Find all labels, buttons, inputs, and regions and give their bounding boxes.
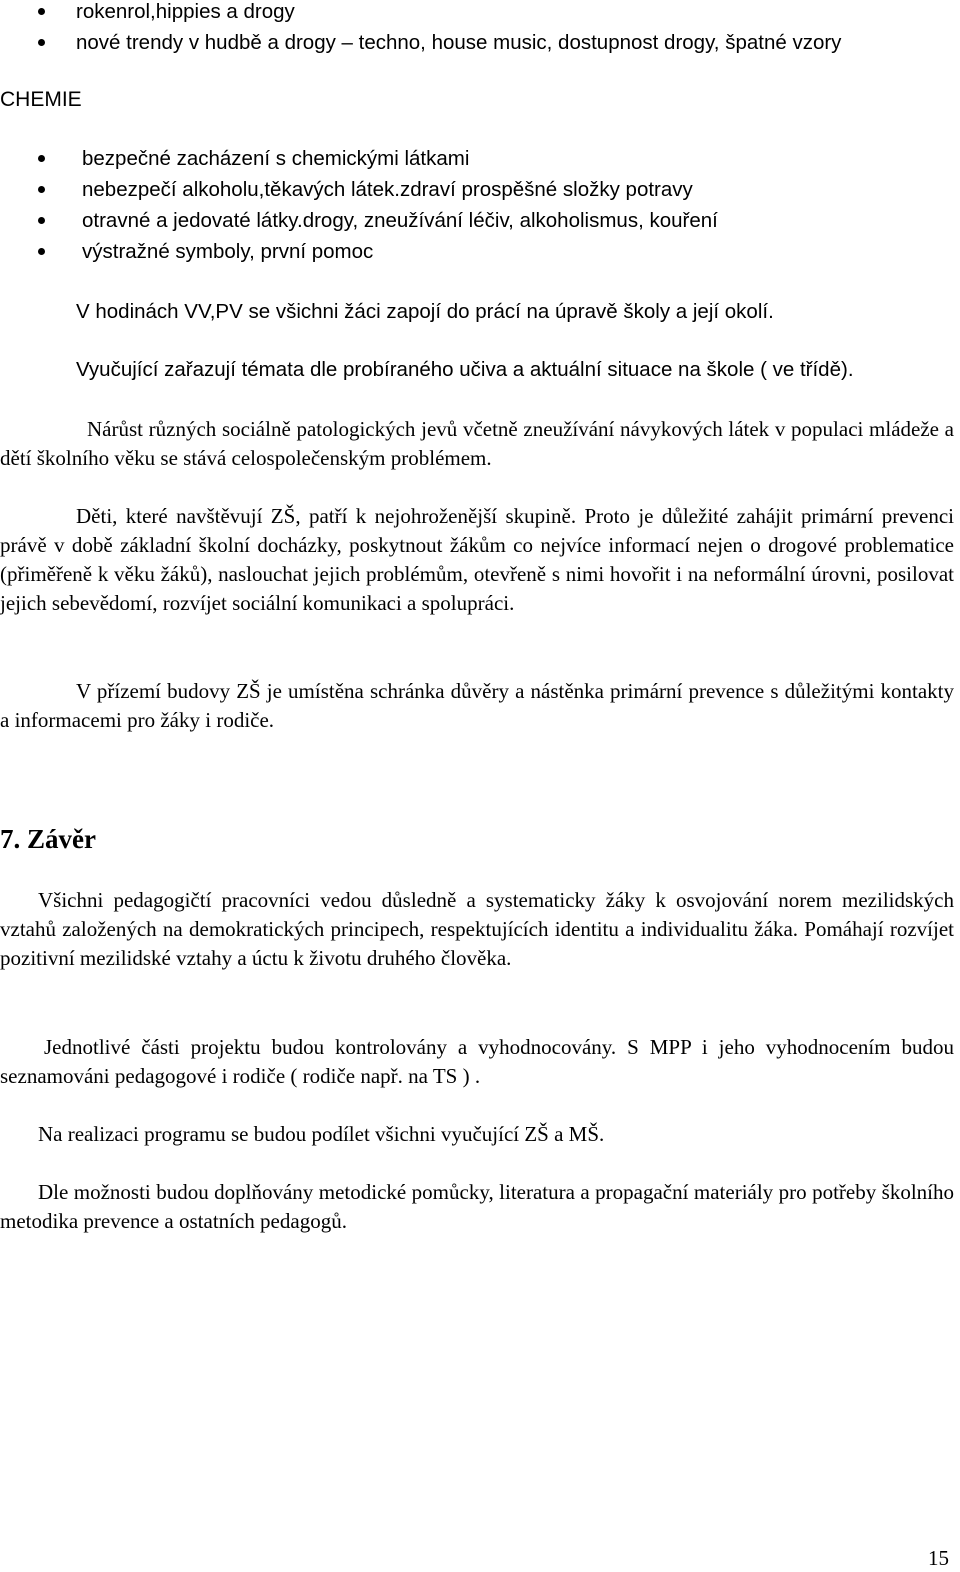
paragraph-narust: Nárůst různých sociálně patologických jevů včetně zneužívání návykových látek v populaci mládeže a dětí školního věku se stává celospolečenským problémem. — [0, 417, 954, 470]
paragraph-prizemi: V přízemí budovy ZŠ je umístěna schránka důvěry a nástěnka primární prevence s důležitými kontakty a informacemi pro žáky i rodiče. — [0, 679, 954, 732]
section-heading-zaver: 7. Závěr — [0, 824, 96, 854]
bullet-icon — [38, 39, 45, 46]
bullet-icon — [38, 248, 45, 255]
paragraph-vv-pv: V hodinách VV,PV se všichni žáci zapojí do prácí na úpravě školy a její okolí. — [76, 300, 774, 323]
paragraph-zaver-4: Dle možnosti budou doplňovány metodické pomůcky, literatura a propagační materiály pro potřeby školního metodika prevence a ostatních pedagogů. — [0, 1180, 954, 1233]
section-heading-chemie: CHEMIE — [0, 88, 82, 111]
paragraph-zaver-2: Jednotlivé části projektu budou kontrolovány a vyhodnocovány. S MPP i jeho vyhodnocením budou seznamováni pedagogové i rodiče ( rodiče např. na TS ) . — [0, 1035, 954, 1088]
bullet-icon — [38, 186, 45, 193]
paragraph-zaver-1: Všichni pedagogičtí pracovníci vedou důsledně a systematicky žáky k osvojování norem mezilidských vztahů založených na demokratických principech, respektujících identitu a individualitu žáka. Pomáhají rozvíjet pozitivní mezilidské vztahy a úctu k životu druhého člověka. — [0, 888, 954, 970]
page-number: 15 — [928, 1546, 949, 1570]
bullet-icon — [38, 217, 45, 224]
bullet-icon — [38, 8, 45, 15]
paragraph-zaver-3: Na realizaci programu se budou podílet všichni vyučující ZŠ a MŠ. — [38, 1122, 605, 1146]
paragraph-deti: Děti, které navštěvují ZŠ, patří k nejohroženější skupině. Proto je důležité zahájit primární prevenci právě v době základní školní docházky, poskytnout žákům co nejvíce informací nejen o drogové problematice (přiměřeně k věku žáků), naslouchat jejich problémům, otevřeně s nimi hovořit i na neformální úrovni, posilovat jejich sebevědomí, rozvíjet sociální komunikaci a spolupráci. — [0, 504, 954, 615]
paragraph-vyucujici: Vyučující zařazují témata dle probíraného učiva a aktuální situace na škole ( ve třídě). — [76, 358, 854, 381]
document-page: rokenrol,hippies a drogy nové trendy v hudbě a drogy – techno, house music, dostupnost drogy, špatné vzory CHEMIE bezpečné zacházení s chemickými látkami nebezpečí alkoholu,těkavých látek.zdraví prospěšné složky potravy otravné a jedovaté látky.drogy, zneužívání léčiv, alkoholismus, kouření výstražné symboly, první pomoc V hodinách VV,PV se všichni žáci zapojí do prácí na úpravě školy a její okolí. Vyučující zařazují témata dle probíraného učiva a aktuální situace na škole ( ve třídě). Nárůst různých sociálně patologických jevů včetně zneužívání návykových látek v populaci mládeže a dětí školního věku se stává celospolečenským problémem. Děti, které navštěvují ZŠ, patří k nejohroženější skupině. Proto je důležité zahájit primární prevenci právě v době základní školní docházky, poskytnout žákům co nejvíce informací nejen o drogové problematice (přiměřeně k věku žáků), naslouchat jejich problémům, otevřeně s nimi hovořit i na neformální úrovni, posilovat jejich sebevědomí, rozvíjet sociální komunikaci a spolupráci. V přízemí budovy ZŠ je umístěna schránka důvěry a nástěnka primární prevence s důležitými kontakty a informacemi pro žáky i rodiče. 7. Závěr Všichni pedagogičtí pracovníci vedou důsledně a systematicky žáky k osvojování norem mezilidských vztahů založených na demokratických principech, respektujících identitu a individualitu žáka. Pomáhají rozvíjet pozitivní mezilidské vztahy a úctu k životu druhého člověka. Jednotlivé části projektu budou kontrolovány a vyhodnocovány. S MPP i jeho vyhodnocením budou seznamováni pedagogové i rodiče ( rodiče např. na TS ) . Na realizaci programu se budou podílet všichni vyučující ZŠ a MŠ. Dle možnosti budou doplňovány metodické pomůcky, literatura a propagační materiály pro potřeby školního metodika prevence a ostatních pedagogů. 15 — [0, 0, 954, 1570]
bullet-icon — [38, 155, 45, 162]
